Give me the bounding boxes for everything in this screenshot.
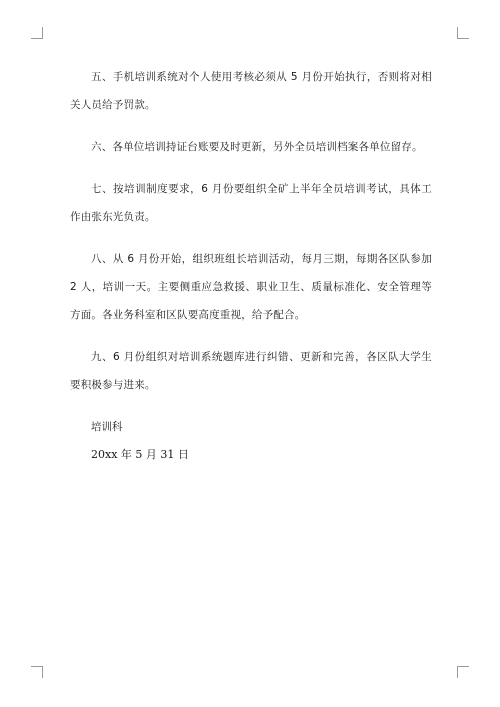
paragraph-item-8: 八、从 6 月份开始，组织班组长培训活动，每月三期，每期各区队参加 2 人，培训一天。主要侧重应急救援、职业卫生、质量标准化、安全管理等方面。各业务科室和区队要高度重视，给予配合。	[70, 253, 432, 321]
paragraph-item-9: 九、6 月份组织对培训系统题库进行纠错、更新和完善，各区队大学生要积极参与进来。	[70, 351, 432, 391]
signature-department: 培训科	[91, 421, 123, 433]
crop-mark-top-right	[457, 27, 469, 39]
paragraph-item-5: 五、手机培训系统对个人使用考核必须从 5 月份开始执行，否则将对相关人员给予罚款。	[70, 71, 432, 111]
crop-mark-bottom-right	[457, 666, 469, 678]
crop-mark-bottom-left	[31, 666, 43, 678]
signature-date: 20xx 年 5 月 31 日	[91, 448, 189, 461]
paragraph-item-7: 七、按培训制度要求，6 月份要组织全矿上半年全员培训考试，具体工作由张东光负责。	[70, 183, 432, 223]
paragraph-item-6: 六、各单位培训持证台账要及时更新，另外全员培训档案各单位留存。	[91, 141, 423, 153]
document-body	[70, 63, 432, 469]
crop-mark-top-left	[31, 27, 43, 39]
